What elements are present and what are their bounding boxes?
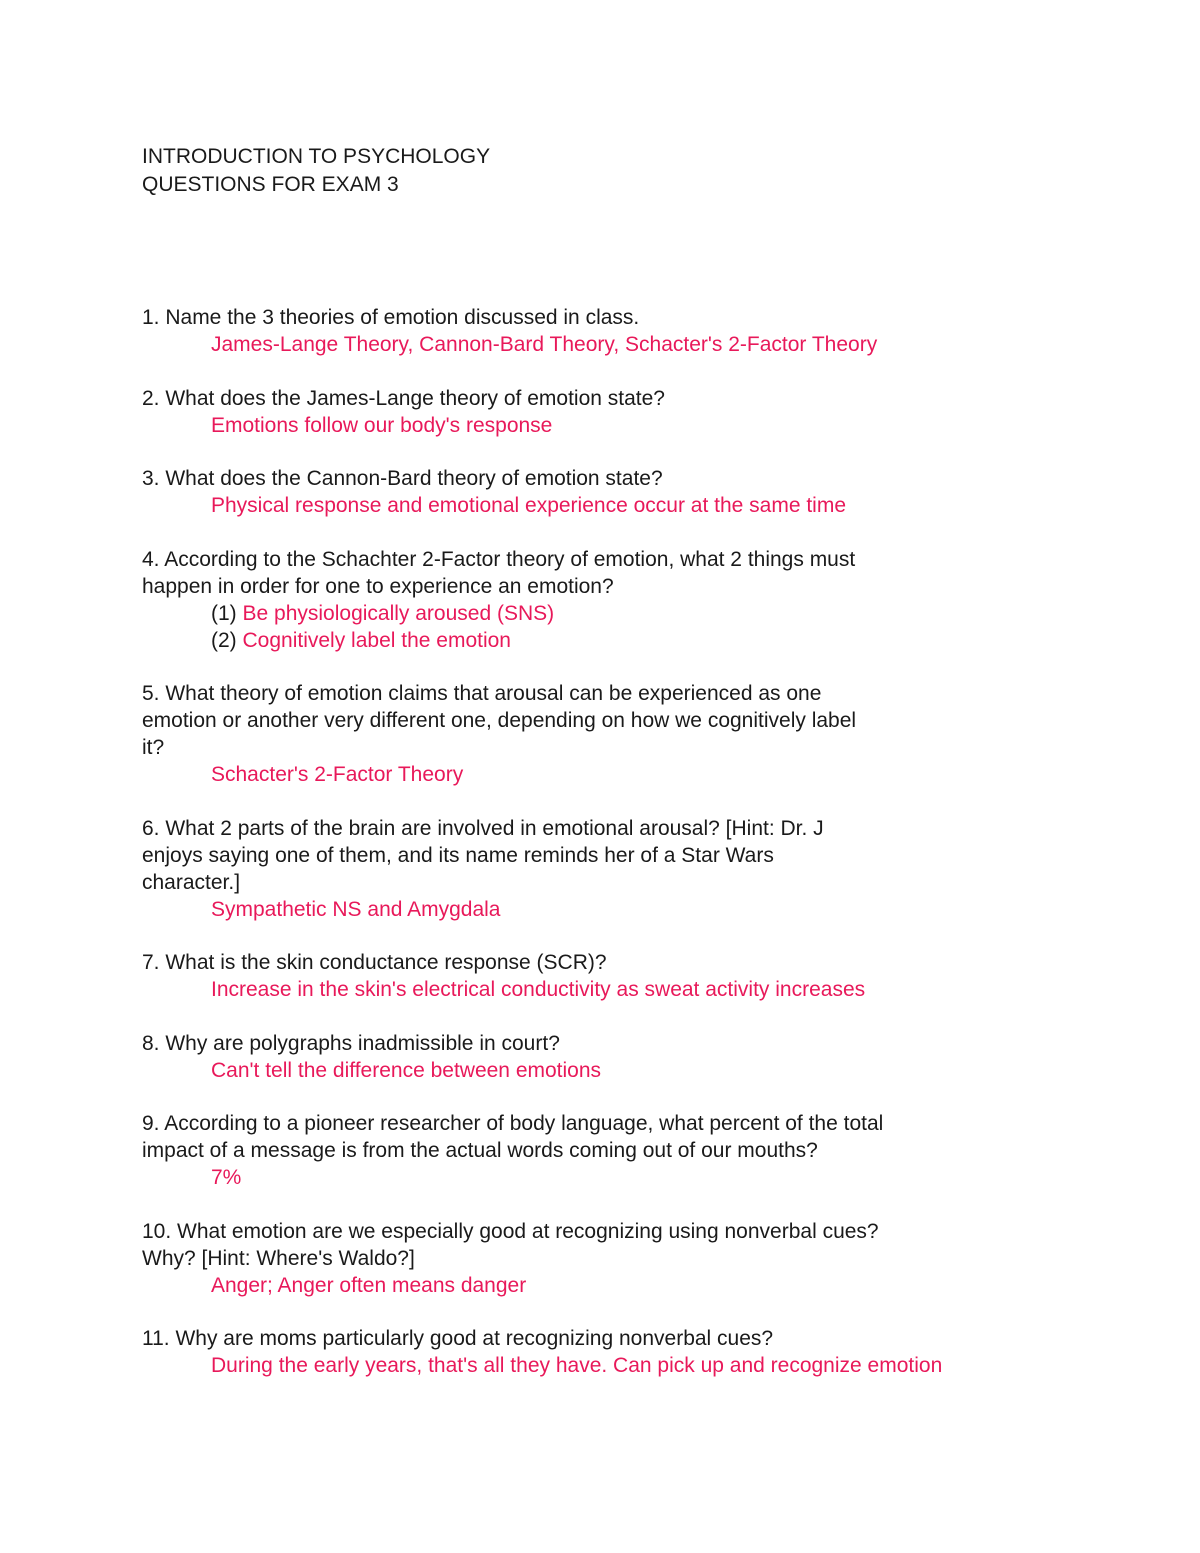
question-text: 2. What does the James-Lange theory of emotion state?	[142, 386, 665, 410]
question-text: 8. Why are polygraphs inadmissible in court?	[142, 1031, 560, 1055]
numbered-answer	[142, 627, 1082, 654]
question-item	[142, 680, 1082, 788]
answer-text: Cognitively label the emotion	[242, 628, 511, 652]
answer-number: (2)	[211, 628, 243, 652]
answer-text: 7%	[211, 1166, 242, 1189]
answer-text: Can't tell the difference between emotions	[211, 1058, 602, 1082]
question-text: Why? [Hint: Where's Waldo?]	[142, 1246, 415, 1270]
answer-text: James-Lange Theory, Cannon-Bard Theory, Schacter's 2-Factor Theory	[211, 333, 878, 356]
question-item	[142, 304, 1082, 358]
question-item	[142, 1110, 1082, 1191]
question-text: 6. What 2 parts of the brain are involved in emotional arousal? [Hint: Dr. J	[142, 816, 824, 840]
question-text: it?	[142, 736, 165, 759]
question-item	[142, 1030, 1082, 1084]
answer-text: Increase in the skin's electrical conductivity as sweat activity increases	[211, 978, 866, 1001]
answer-text: Sympathetic NS and Amygdala	[211, 897, 501, 921]
question-item	[142, 1325, 1082, 1379]
answer-number: (1)	[211, 601, 243, 625]
question-text: 5. What theory of emotion claims that arousal can be experienced as one	[142, 682, 822, 705]
exam-subtitle: QUESTIONS FOR EXAM 3	[142, 173, 399, 196]
numbered-answer	[142, 600, 1082, 627]
question-text: 1. Name the 3 theories of emotion discussed in class.	[142, 306, 640, 329]
question-text: 10. What emotion are we especially good at recognizing using nonverbal cues?	[142, 1219, 879, 1243]
course-title: INTRODUCTION TO PSYCHOLOGY	[142, 145, 491, 168]
answer-text: Be physiologically aroused (SNS)	[242, 601, 555, 625]
answer-text: Physical response and emotional experience occur at the same time	[211, 494, 847, 517]
question-text: enjoys saying one of them, and its name reminds her of a Star Wars	[142, 843, 774, 867]
question-text: 3. What does the Cannon-Bard theory of emotion state?	[142, 467, 663, 490]
answer-text: Anger; Anger often means danger	[211, 1273, 527, 1297]
question-text: 7. What is the skin conductance response (SCR)?	[142, 951, 607, 974]
question-item	[142, 546, 1082, 654]
question-item	[142, 949, 1082, 1003]
question-item	[142, 1218, 1082, 1299]
question-text: character.]	[142, 870, 241, 894]
question-text: 11. Why are moms particularly good at recognizing nonverbal cues?	[142, 1327, 774, 1350]
answer-text: Schacter's 2-Factor Theory	[211, 763, 464, 786]
question-item	[142, 815, 1082, 923]
question-text: 9. According to a pioneer researcher of body language, what percent of the total	[142, 1112, 884, 1135]
answer-text: Emotions follow our body's response	[211, 413, 553, 437]
question-list	[142, 304, 1082, 1406]
question-item	[142, 465, 1082, 519]
answer-text: During the early years, that's all they have. Can pick up and recognize emotion	[211, 1354, 943, 1377]
question-text: 4. According to the Schachter 2-Factor theory of emotion, what 2 things must	[142, 547, 856, 571]
question-text: emotion or another very different one, depending on how we cognitively label	[142, 709, 857, 732]
question-item	[142, 385, 1082, 439]
question-text: impact of a message is from the actual words coming out of our mouths?	[142, 1139, 818, 1162]
document-header	[142, 143, 490, 199]
question-text: happen in order for one to experience an emotion?	[142, 574, 614, 598]
